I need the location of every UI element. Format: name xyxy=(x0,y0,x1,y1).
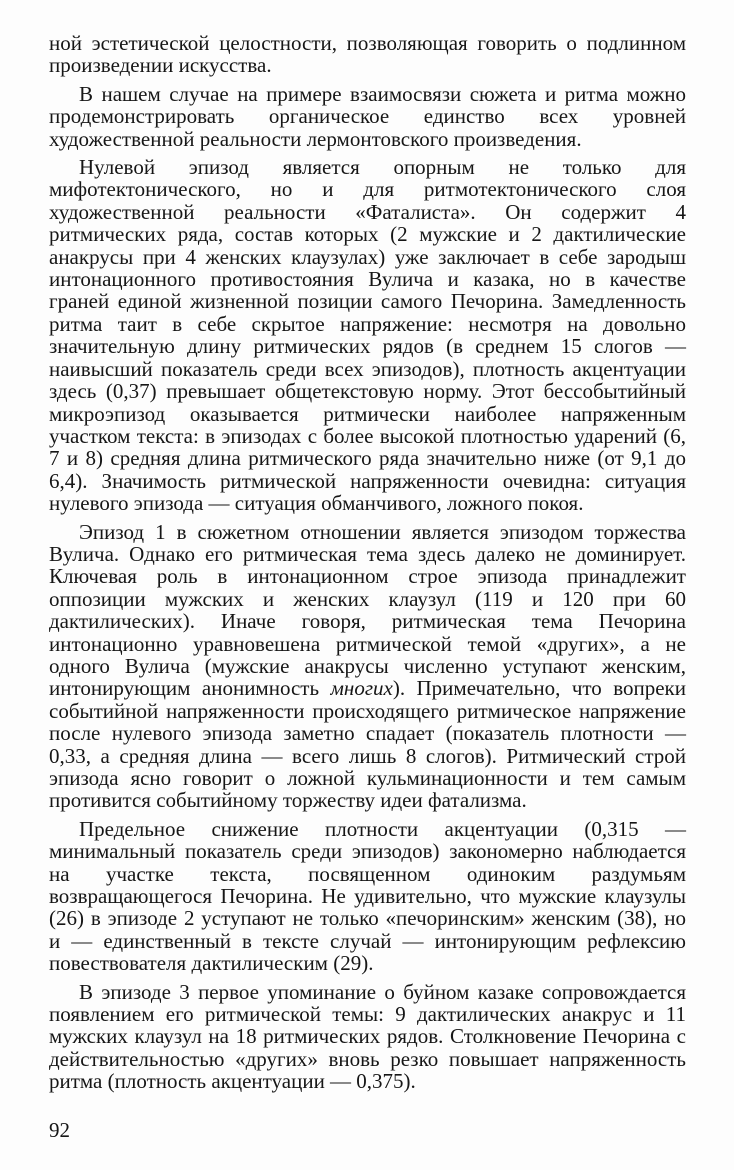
paragraph-4-start: Эпизод 1 в сюжетном отношении является эпизодом торжества Вулича. Однако его ритмическая тема здесь далеко не доминирует. Ключевая роль в интонационном строе эпизода принадлежит оппозиции мужских и женских клаузул (119 и 120 при 60 дактилических). Иначе говоря, ритмическая тема Печорина интонационно уравновешена ритмической темой «других», а не одного Вулича (мужские анакрусы численно уступают женским, интонирующим анонимность xyxy=(49,519,686,701)
paragraph-4-end: ). Примечательно, что вопреки событийной напряженности происходящего ритмическое напряжение после нулевого эпизода заметно спадает (показатель плотности — 0,33, а средняя длина — всего лишь 8 слогов). Ритмический строй эпизода ясно говорит о ложной кульминационности и тем самым противится событийному торжеству идеи фатализма. xyxy=(49,676,686,813)
paragraph-6: В эпизоде 3 первое упоминание о буйном казаке сопровождается появлением его ритмической темы: 9 дактилических анакрус и 11 мужских клаузул на 18 ритмических рядов. Столкновение Печорина с действительностью «других» вновь резко повышает напряженность ритма (плотность акцентуации — 0,375). xyxy=(49,979,686,1094)
paragraph-4-italic-word: многих xyxy=(330,676,393,701)
page-number: 92 xyxy=(49,1118,70,1142)
paragraph-3: Нулевой эпизод является опорным не только для мифотектонического, но и для ритмотектонического слоя художественной реальности «Фаталиста». Он содержит 4 ритмических ряда, состав которых (2 мужские и 2 дактилические анакрусы при 4 женских клаузулах) уже заключает в себе зародыш интонационного противостояния Вулича и казака, но в качестве граней единой жизненной позиции самого Печорина. Замедленность ритма таит в себе скрытое напряжение: несмотря на довольно значительную длину ритмических рядов (в среднем 15 слогов — наивысший показатель среди всех эпизодов), плотность акцентуации здесь (0,37) превышает общетекстовую норму. Этот бессобытийный микроэпизод оказывается ритмически наиболее напряженным участком текста: в эпизодах с более высокой плотностью ударений (6, 7 и 8) средняя длина ритмического ряда значительно ниже (от 9,1 до 6,4). Значимость ритмической напряженности очевидна: ситуация нулевого эпизода — ситуация обманчивого, ложного покоя. xyxy=(49,155,686,516)
paragraph-5: Предельное снижение плотности акцентуации (0,315 — минимальный показатель среди эпизодов) закономерно наблюдается на участке текста, посвященном одиноким раздумьям возвращающегося Печорина. Не удивительно, что мужские клаузулы (26) в эпизоде 2 уступают не только «печоринским» женским (38), но и — единственный в тексте случай — интонирующим рефлексию повествователя дактилическим (29). xyxy=(49,816,686,976)
body-text xyxy=(49,32,686,1099)
paragraph-4 xyxy=(49,521,686,812)
paragraph-1: ной эстетической целостности, позволяющая говорить о подлинном произведении искусства. xyxy=(49,31,686,78)
paragraph-2: В нашем случае на примере взаимосвязи сюжета и ритма можно продемонстрировать органическое единство всех уровней художественной реальности лермонтовского произведения. xyxy=(49,81,686,151)
